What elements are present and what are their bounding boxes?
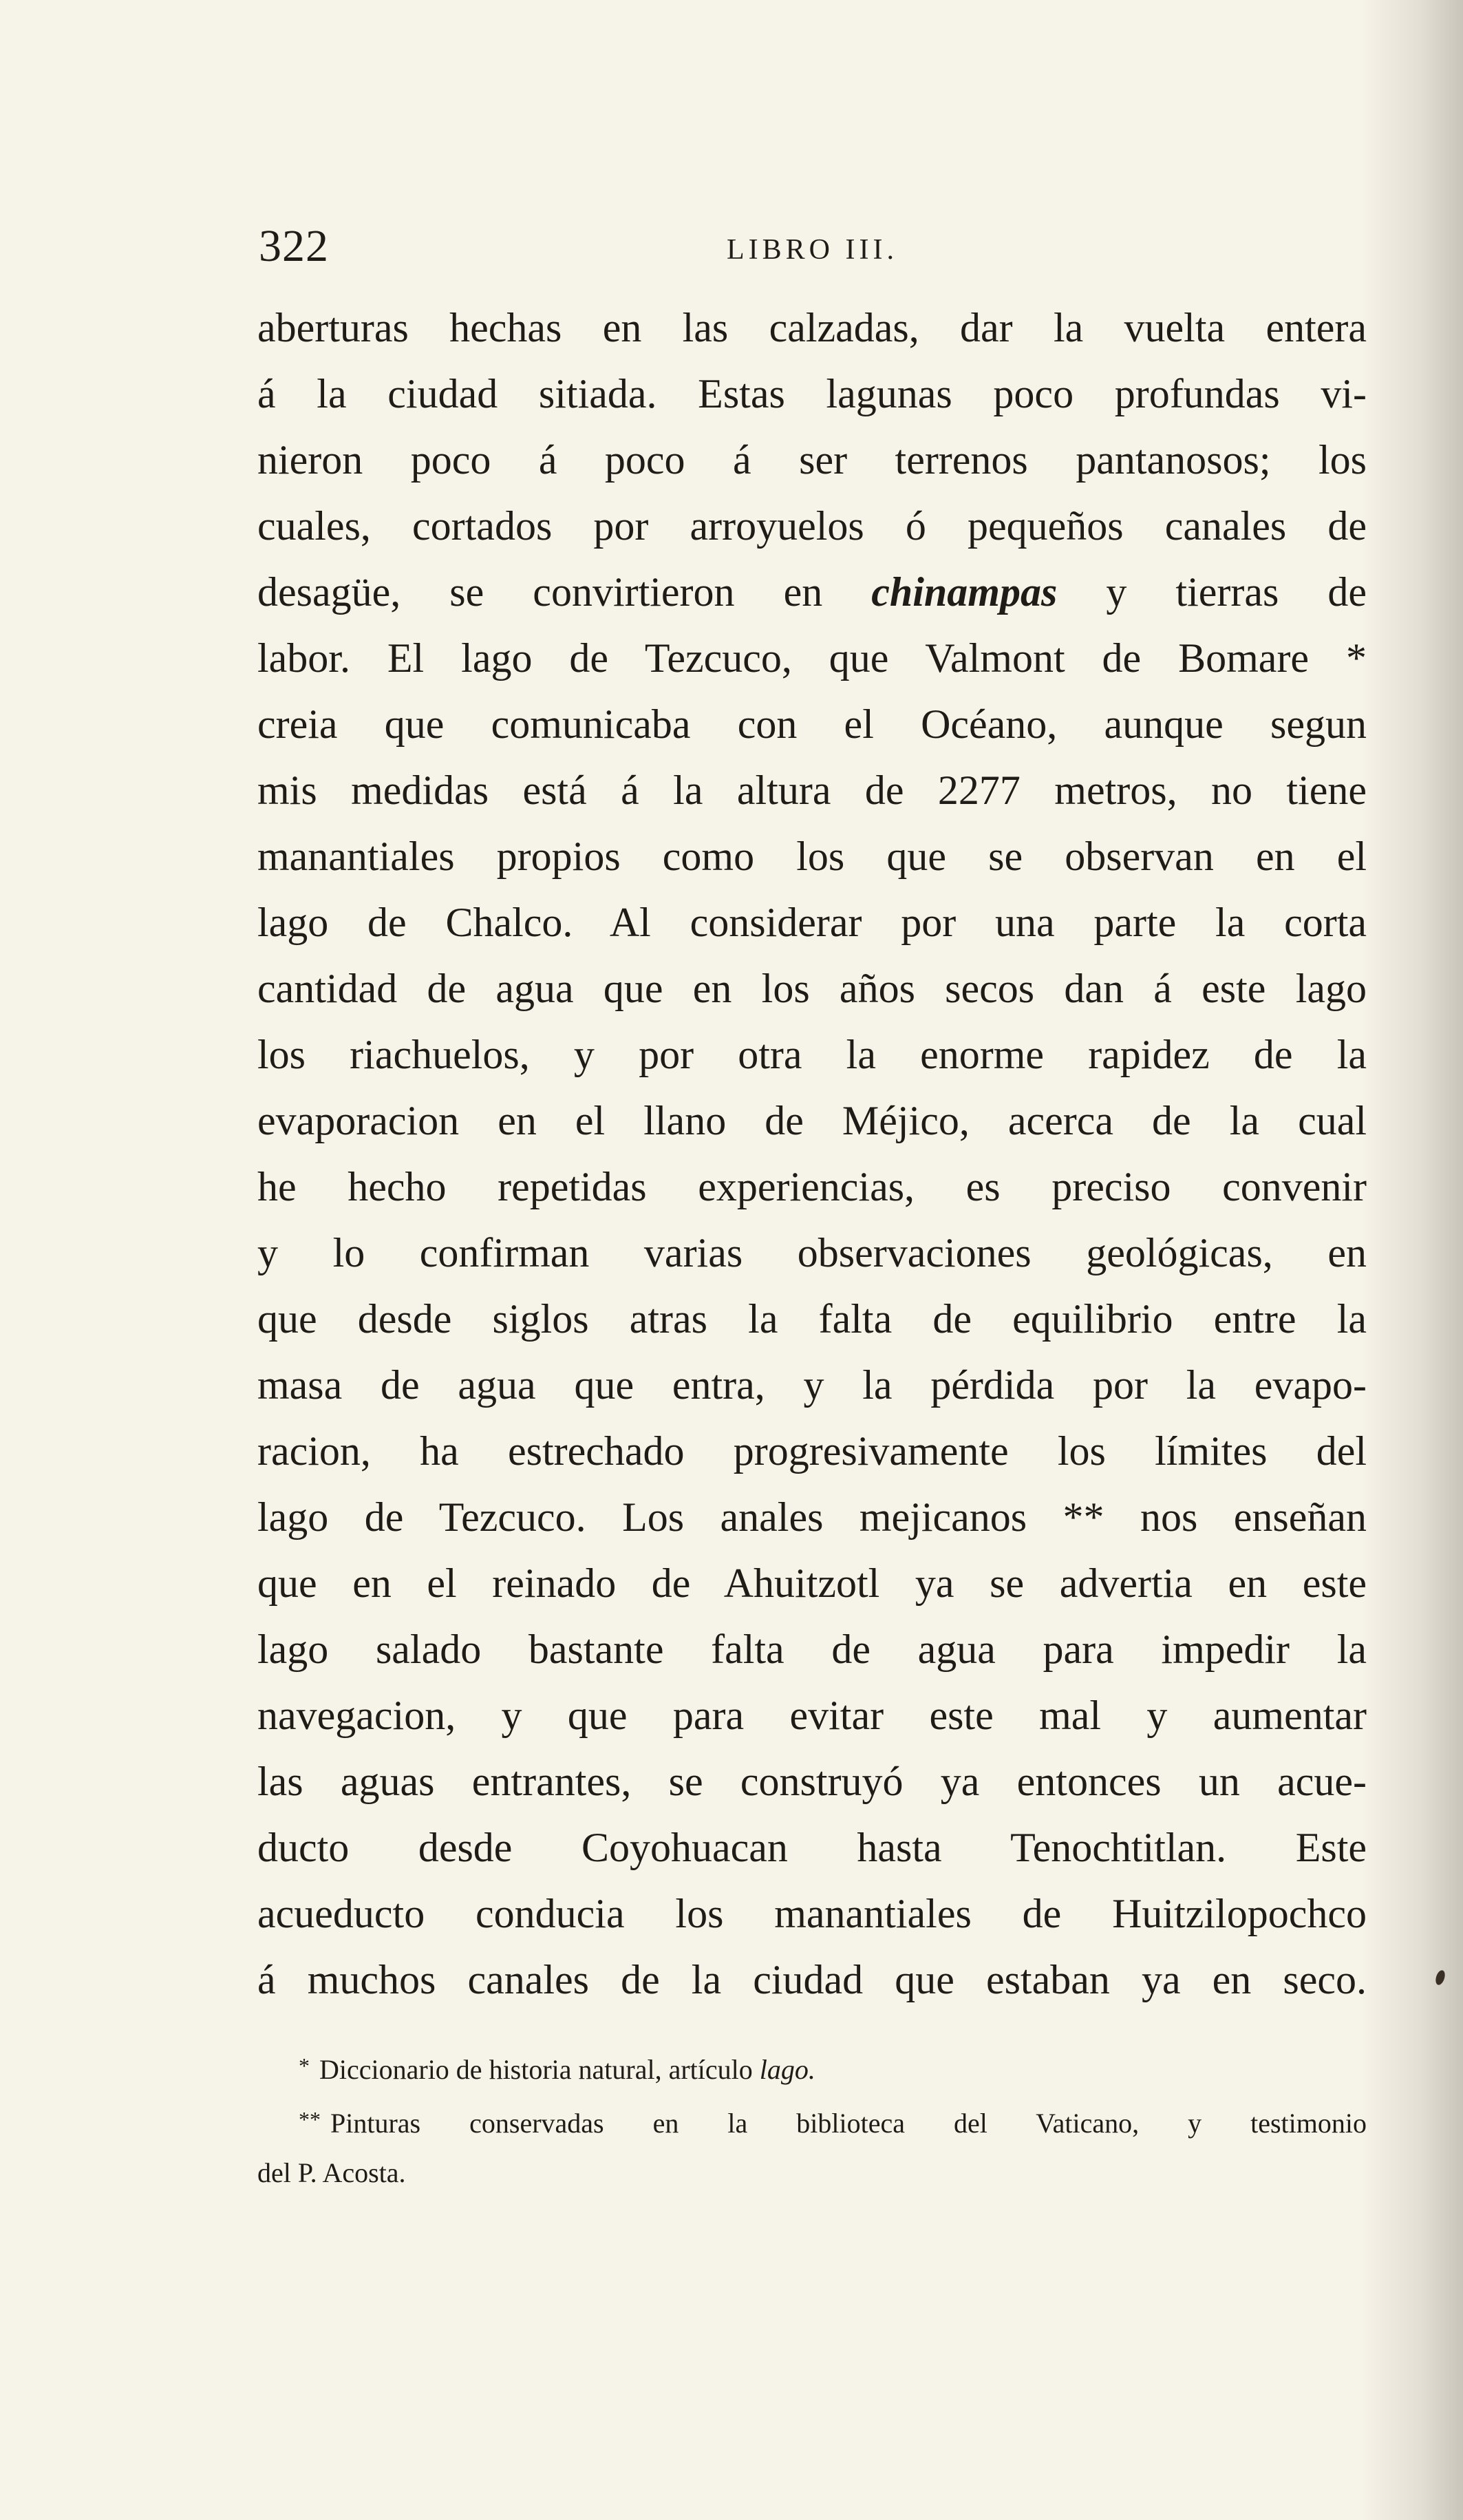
text-line: acueducto conducia los manantiales de Huitzilopochco [257,1891,1367,1936]
text-line: navegacion, y que para evitar este mal y aumentar [257,1693,1367,1738]
text-line: masa de agua que entra, y la pérdida por la evapo- [257,1362,1367,1408]
text-line: creia que comunicaba con el Océano, aunque segun [257,701,1367,747]
text-segment: y tierras de [1057,569,1367,615]
text-line: evaporacion en el llano de Méjico, acerca de la cual [257,1098,1367,1143]
text-line: lago de Chalco. Al considerar por una parte la corta [257,900,1367,945]
italic-term: chinampas [871,569,1058,615]
text-line: ducto desde Coyohuacan hasta Tenochtitlan. Este [257,1825,1367,1870]
text-line: racion, ha estrechado progresivamente los límites del [257,1428,1367,1474]
text-line: á muchos canales de la ciudad que estaban ya en seco. [257,1957,1367,2002]
page-header [259,219,1364,274]
footnote-text: Diccionario de historia natural, artículo [319,2054,760,2085]
text-line: las aguas entrantes, se construyó ya entonces un acue- [257,1759,1367,1804]
text-line [257,559,1367,625]
footnote-text: Pinturas conservadas en la biblioteca del Vaticano, y testimonio [330,2108,1367,2139]
text-line: manantiales propios como los que se observan en el [257,834,1367,879]
text-line: cuales, cortados por arroyuelos ó pequeños canales de [257,503,1367,549]
text-line: los riachuelos, y por otra la enorme rapidez de la [257,1032,1367,1077]
text-line: que en el reinado de Ahuitzotl ya se advertia en este [257,1560,1367,1606]
body-text [257,295,1367,2013]
footnote-2-continued: del P. Acosta. [257,2157,406,2188]
text-line: que desde siglos atras la falta de equilibrio entre la [257,1296,1367,1342]
text-line: he hecho repetidas experiencias, es preciso convenir [257,1164,1367,1209]
ink-spot-mark [1434,1969,1446,1987]
text-line: lago salado bastante falta de agua para impedir la [257,1627,1367,1672]
page-number: 322 [259,221,329,271]
running-head: LIBRO III. [727,234,898,266]
footnotes [257,2039,1367,2200]
footnote-italic: lago. [759,2054,815,2085]
text-segment: desagüe, se convirtieron en [257,569,872,615]
text-line: labor. El lago de Tezcuco, que Valmont de Bomare * [257,635,1367,681]
footnote-1 [257,2039,1367,2093]
text-line: y lo confirman varias observaciones geológicas, en [257,1230,1367,1275]
footnote-mark: * [299,2053,310,2078]
footnote-mark: ** [299,2107,321,2132]
text-line: lago de Tezcuco. Los anales mejicanos ** nos enseñan [257,1494,1367,1540]
text-line: aberturas hechas en las calzadas, dar la vuelta entera [257,305,1367,350]
text-line: cantidad de agua que en los años secos dan á este lago [257,966,1367,1011]
text-line: nieron poco á poco á ser terrenos pantanosos; los [257,437,1367,483]
footnote-2 [257,2093,1367,2146]
text-line: á la ciudad sitiada. Estas lagunas poco profundas vi- [257,371,1367,416]
text-line: mis medidas está á la altura de 2277 metros, no tiene [257,767,1367,813]
